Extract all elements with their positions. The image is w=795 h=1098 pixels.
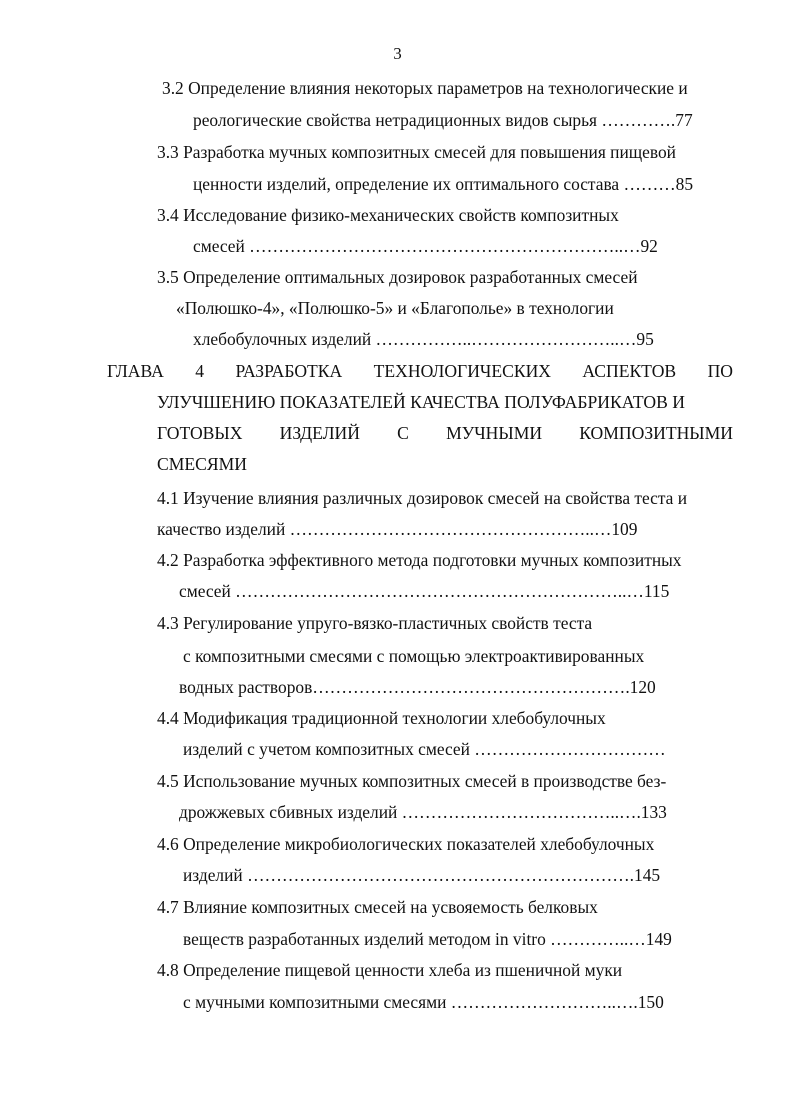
- toc-entry-3-2-line1: 3.2 Определение влияния некоторых параметров на технологические и: [162, 78, 688, 98]
- toc-section-4-5-line1: 4.5 Использование мучных композитных смесей в производстве без-: [157, 771, 667, 791]
- toc-section-4-4-line2: изделий с учетом композитных смесей ……………………………: [183, 739, 666, 759]
- toc-entry-3-5-line1: 3.5 Определение оптимальных дозировок разработанных смесей: [157, 267, 638, 287]
- chapter-4-heading-row4: СМЕСЯМИ: [157, 454, 247, 474]
- toc-entry-3-5-line3: хлебобулочных изделий ……………..……………………..…95: [193, 329, 654, 349]
- toc-section-4-2-line1: 4.2 Разработка эффективного метода подготовки мучных композитных: [157, 550, 682, 570]
- toc-section-4-6-line2: изделий ………………………………………………………….145: [183, 865, 661, 885]
- chapter-word: МУЧНЫМИ: [446, 423, 543, 443]
- toc-section-4-3-line2: с композитными смесями с помощью электроактивированных: [183, 646, 645, 666]
- toc-entry-3-3-line2: ценности изделий, определение их оптимального состава ………85: [193, 174, 694, 194]
- chapter-word: ГОТОВЫХ: [157, 423, 243, 443]
- toc-section-4-5-line2: дрожжевых сбивных изделий ………………………………..….133: [179, 802, 667, 822]
- chapter-word: ПО: [707, 361, 733, 381]
- chapter-word: ГЛАВА: [107, 361, 164, 381]
- toc-entry-3-5-line2: «Полюшко-4», «Полюшко-5» и «Благополье» в технологии: [176, 298, 614, 318]
- toc-section-4-1-line1: 4.1 Изучение влияния различных дозировок смесей на свойства теста и: [157, 488, 688, 508]
- toc-section-4-4-line1: 4.4 Модификация традиционной технологии хлебобулочных: [157, 708, 606, 728]
- toc-section-4-6-line1: 4.6 Определение микробиологических показателей хлебобулочных: [157, 834, 655, 854]
- chapter-4-heading-row2: УЛУЧШЕНИЮ ПОКАЗАТЕЛЕЙ КАЧЕСТВА ПОЛУФАБРИКАТОВ И: [157, 392, 685, 412]
- chapter-word: КОМПОЗИТНЫМИ: [579, 423, 733, 443]
- toc-section-4-7-line2: веществ разработанных изделий методом in vitro …………..…149: [183, 929, 672, 949]
- toc-section-4-3-line1: 4.3 Регулирование упруго-вязко-пластичных свойств теста: [157, 613, 593, 633]
- toc-entry-3-4-line2: смесей ………………………………………………………..…92: [193, 236, 658, 256]
- chapter-word: 4: [195, 361, 205, 381]
- chapter-word: ИЗДЕЛИЙ: [279, 423, 360, 443]
- toc-section-4-1-line2: качество изделий ……………………………………………..…109: [157, 519, 638, 539]
- chapter-word: С: [397, 423, 409, 443]
- chapter-word: ТЕХНОЛОГИЧЕСКИХ: [373, 361, 551, 381]
- toc-section-4-8-line2: с мучными композитными смесями ………………………..….150: [183, 992, 664, 1012]
- toc-section-4-7-line1: 4.7 Влияние композитных смесей на усвояемость белковых: [157, 897, 598, 917]
- toc-section-4-8-line1: 4.8 Определение пищевой ценности хлеба из пшеничной муки: [157, 960, 623, 980]
- toc-section-4-2-line2: смесей …………………………………………………………..…115: [179, 581, 670, 601]
- chapter-4-heading-row1: [107, 360, 733, 382]
- toc-entry-3-3-line1: 3.3 Разработка мучных композитных смесей для повышения пищевой: [157, 142, 676, 162]
- chapter-word: АСПЕКТОВ: [582, 361, 677, 381]
- toc-entry-3-2-line2: реологические свойства нетрадиционных видов сырья ………….77: [193, 110, 693, 130]
- chapter-word: РАЗРАБОТКА: [235, 361, 343, 381]
- page-number: 3: [393, 44, 402, 63]
- toc-entry-3-4-line1: 3.4 Исследование физико-механических свойств композитных: [157, 205, 619, 225]
- chapter-4-heading-row3: [157, 422, 733, 444]
- toc-section-4-3-line3: водных растворов……………………………………………….120: [179, 677, 656, 697]
